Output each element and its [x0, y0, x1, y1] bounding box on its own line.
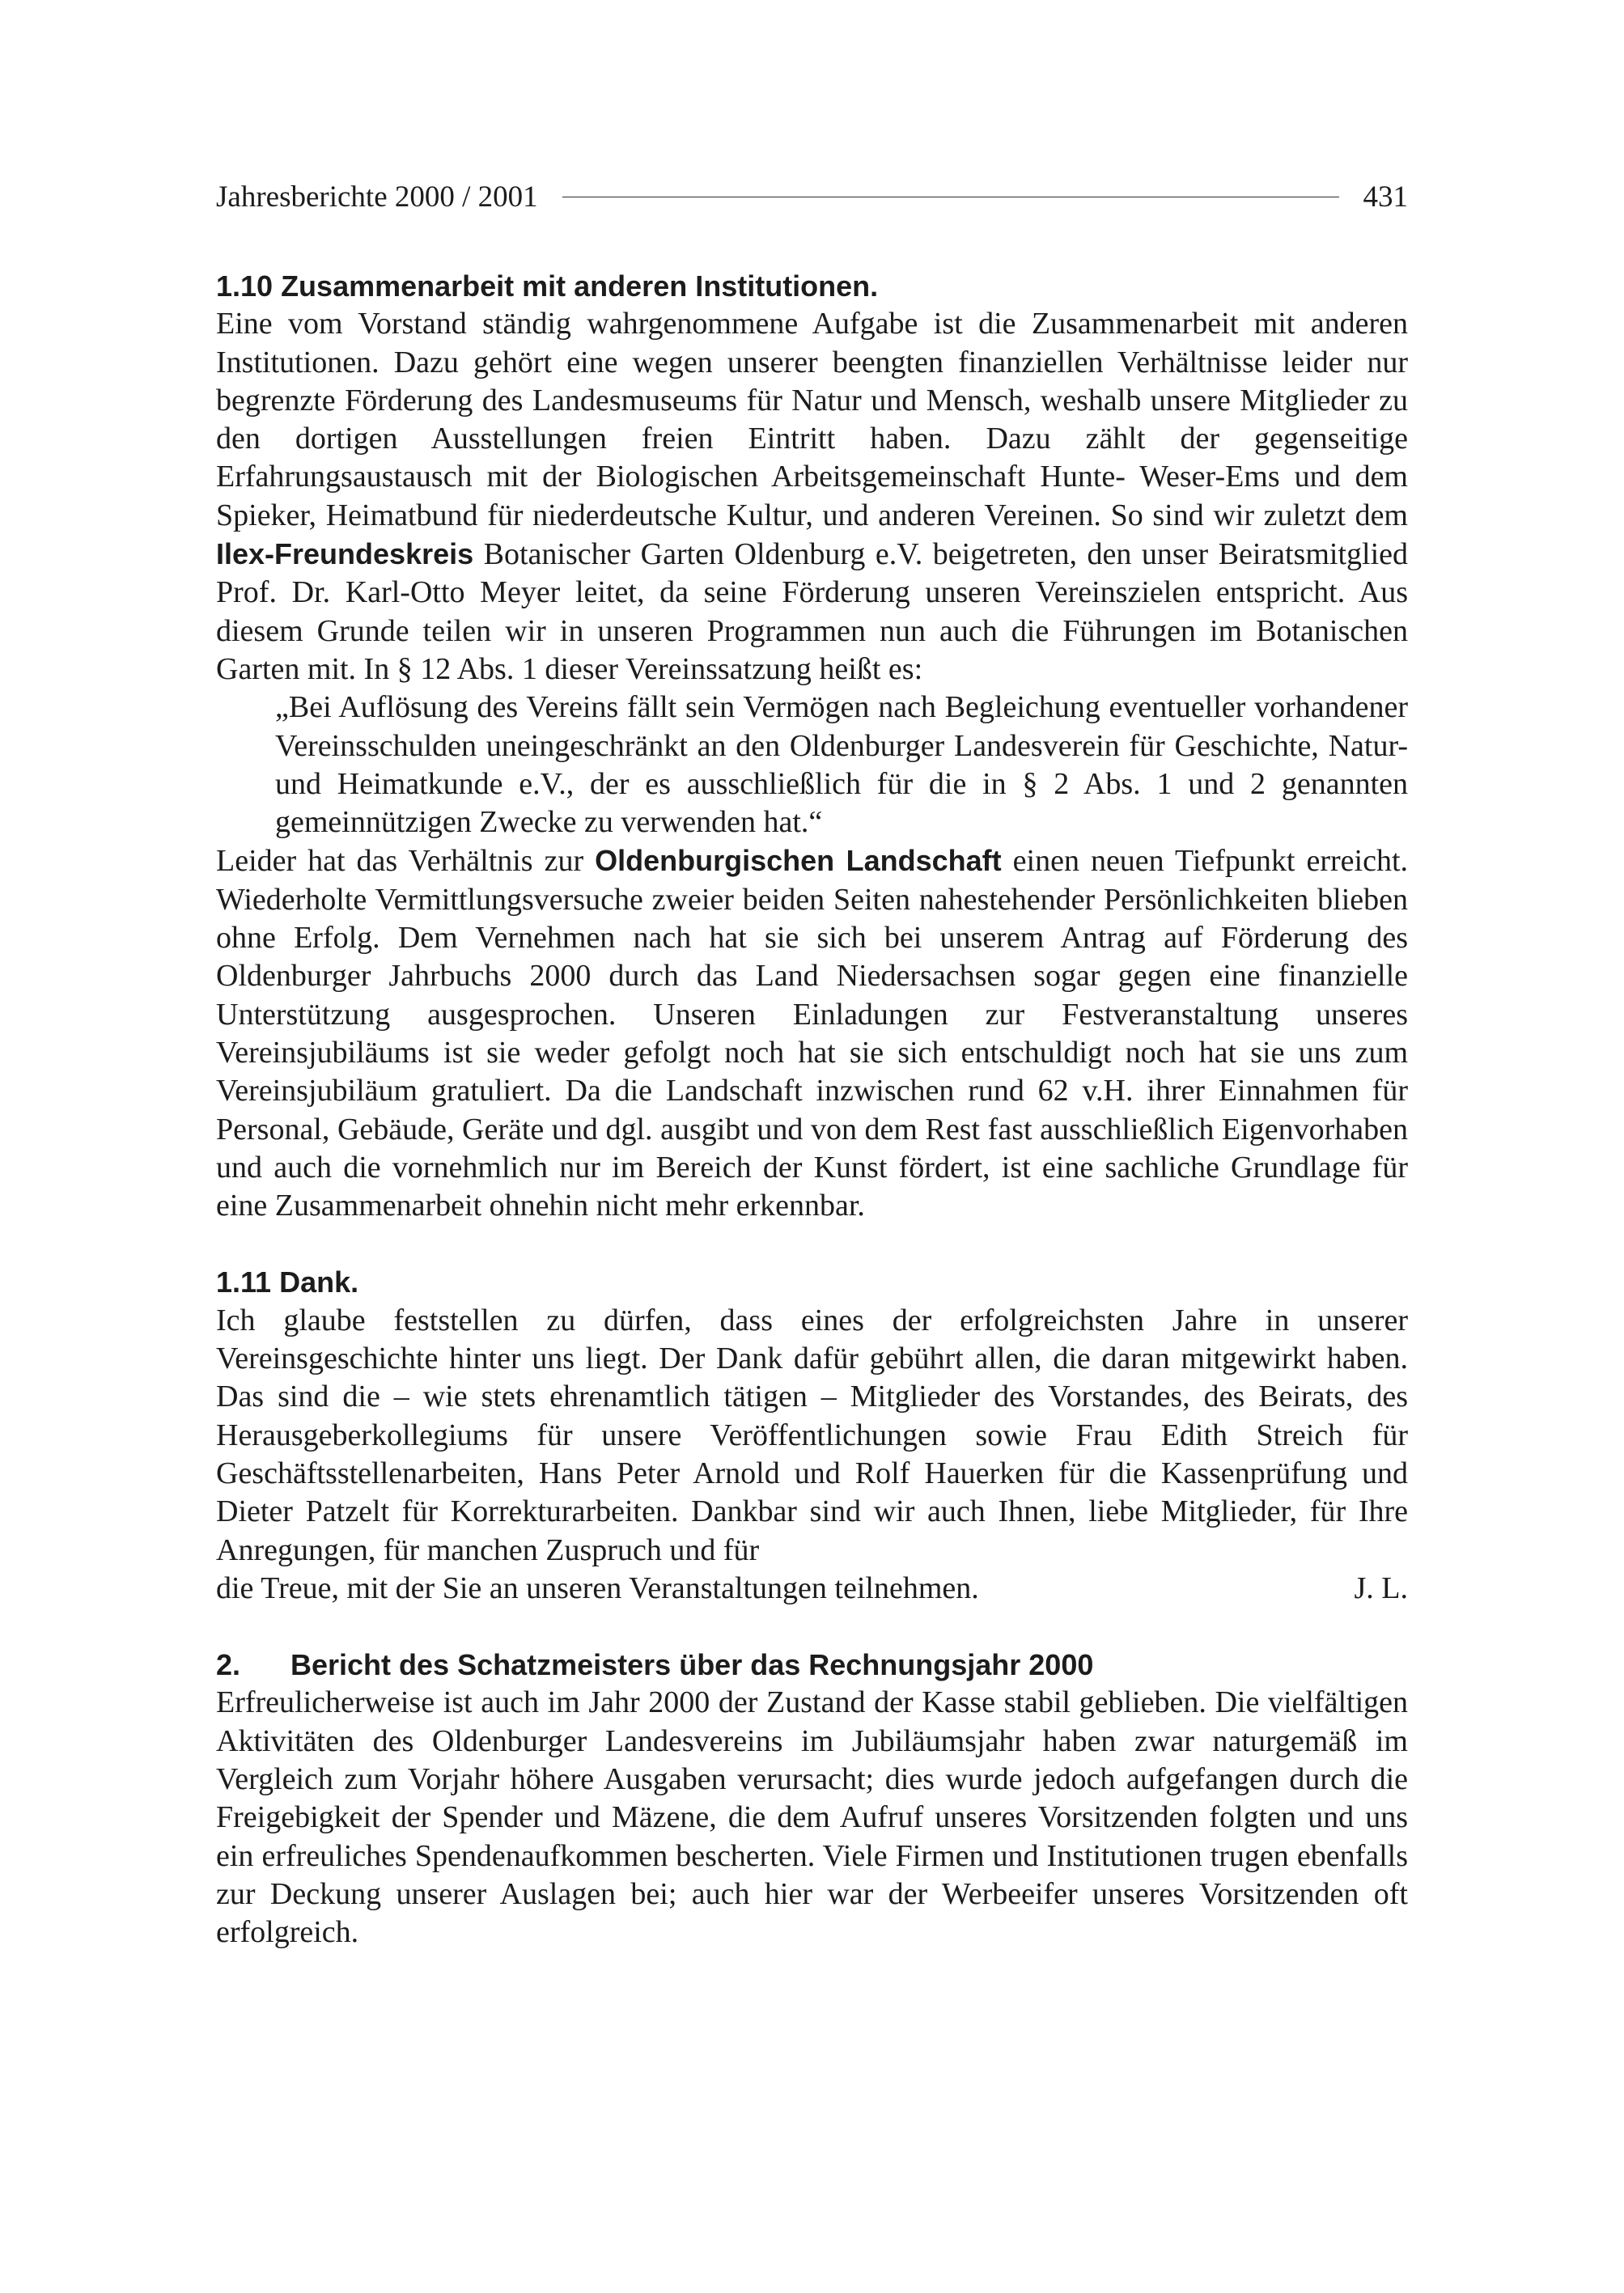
section-1-11 — [216, 1263, 1408, 1608]
section-1-10 — [216, 267, 1408, 1225]
section-number: 2. — [216, 1648, 241, 1682]
header-title: Jahresberichte 2000 / 2001 — [216, 180, 538, 214]
bold-term-ilex: Ilex-Freundeskreis — [216, 537, 474, 571]
page-number: 431 — [1363, 180, 1408, 214]
closing-text: die Treue, mit der Sie an unseren Veranstaltungen teilnehmen. — [216, 1570, 979, 1605]
paragraph-treasurer: Erfreulicherweise ist auch im Jahr 2000 der Zustand der Kasse stabil geblieben. Die vielfältigen Aktivitäten des Oldenburger Landesvereins im Jubiläumsjahr haben zwar naturgemäß im Vergleich zum Vorjahr höhere Ausgaben verursacht; dies wurde jedoch aufgefangen durch die Freigebigkeit der Spender und Mäzene, die dem Aufruf unseres Vorsitzenden folgten und uns ein erfreuliches Spendenaufkommen bescherten. Viele Firmen und Institutionen trugen ebenfalls zur Deckung unserer Auslagen bei; auch hier war der Werbeeifer unseres Vorsitzenden oft erfolgreich. — [216, 1685, 1408, 1950]
running-header — [216, 176, 1408, 217]
paragraph-text: Leider hat das Verhältnis zur — [216, 844, 596, 879]
section-title: Bericht des Schatzmeisters über das Rechnungsjahr 2000 — [290, 1648, 1094, 1682]
section-2 — [216, 1646, 1408, 1952]
paragraph-text: einen neuen Tiefpunkt erreicht. Wiederholte Vermittlungsversuche zweier beiden Seiten nahestehender Persönlichkeiten blieben ohne Erfolg. Dem Vernehmen nach hat sie sich bei unserem Antrag auf Förderung des Oldenburger Jahrbuchs 2000 durch das Land Niedersachsen sogar gegen eine finanzielle Unterstützung ausgesprochen. Unseren Einladungen zur Festveranstaltung unseres Vereinsjubiläums ist sie weder gefolgt noch hat sie sich entschuldigt noch hat sie uns zum Vereinsjubiläum gratuliert. Da die Landschaft inzwischen rund 62 v.H. ihrer Einnahmen für Personal, Gebäude, Geräte und dgl. ausgibt und von dem Rest fast ausschließlich Eigenvorhaben und auch die vornehmlich nur im Bereich der Kunst fördert, ist eine sachliche Grundlage für eine Zusammenarbeit ohnehin nicht mehr erkennbar. — [216, 844, 1409, 1223]
paragraph-thanks: Ich glaube feststellen zu dürfen, dass eines der erfolgreichsten Jahre in unserer Vereinsgeschichte hinter uns liegt. Der Dank dafür gebührt allen, die daran mitgewirkt haben. Das sind die – wie stets ehrenamtlich tätigen – Mitglieder des Vorstandes, des Beirats, des Herausgeberkollegiums für unsere Veröffentlichungen sowie Frau Edith Streich für Geschäftsstellenarbeiten, Hans Peter Arnold und Rolf Hauerken für die Kassenprüfung und Dieter Patzelt für Korrekturarbeiten. Dankbar sind wir auch Ihnen, liebe Mitglieder, für Ihre Anregungen, für manchen Zuspruch und für — [216, 1303, 1408, 1567]
section-heading-2 — [216, 1646, 1408, 1684]
closing-line — [216, 1570, 1408, 1608]
page-body — [216, 267, 1408, 1990]
statute-quote: „Bei Auflösung des Vereins fällt sein Vermögen nach Begleichung eventueller vorhandener Vereinsschulden uneingeschränkt an den Oldenburger Landesverein für Geschichte, Natur- und Heimatkunde e.V., der es ausschließlich für die in § 2 Abs. 1 und 2 genannten gemeinnützigen Zwecke zu verwenden hat.“ — [275, 690, 1408, 840]
paragraph-text: Eine vom Vorstand ständig wahrgenommene Aufgabe ist die Zusammenarbeit mit anderen Institutionen. Dazu gehört eine wegen unserer beengten finanziellen Verhältnisse leider nur begrenzte Förderung des Landesmuseums für Natur und Mensch, weshalb unsere Mitglieder zu den dortigen Ausstellungen freien Eintritt haben. Dazu zählt der gegenseitige Erfahrungsaustausch mit der Biologischen Arbeitsgemeinschaft Hunte- Weser-Ems und dem Spieker, Heimatbund für niederdeutsche Kultur, und anderen Vereinen. So sind wir zuletzt dem — [216, 307, 1408, 532]
bold-term-landschaft: Oldenburgischen Landschaft — [595, 844, 1002, 878]
author-initials: J. L. — [1354, 1570, 1408, 1605]
paragraph-landschaft — [216, 841, 1408, 1225]
paragraph-cooperation — [216, 305, 1408, 689]
paragraph-text: Botanischer Garten Oldenburg e.V. beigetreten, den unser Beiratsmitglied Prof. Dr. Karl-Otto Meyer leitet, da seine Förderung unseren Vereinszielen entspricht. Aus diesem Grunde teilen wir in unseren Programmen nun auch die Führungen im Botanischen Garten mit. In § 12 Abs. 1 dieser Vereinssatzung heißt es: — [216, 537, 1408, 686]
section-heading-1-11: 1.11 Dank. — [216, 1265, 359, 1299]
section-heading-1-10: 1.10 Zusammenarbeit mit anderen Institutionen. — [216, 269, 879, 303]
